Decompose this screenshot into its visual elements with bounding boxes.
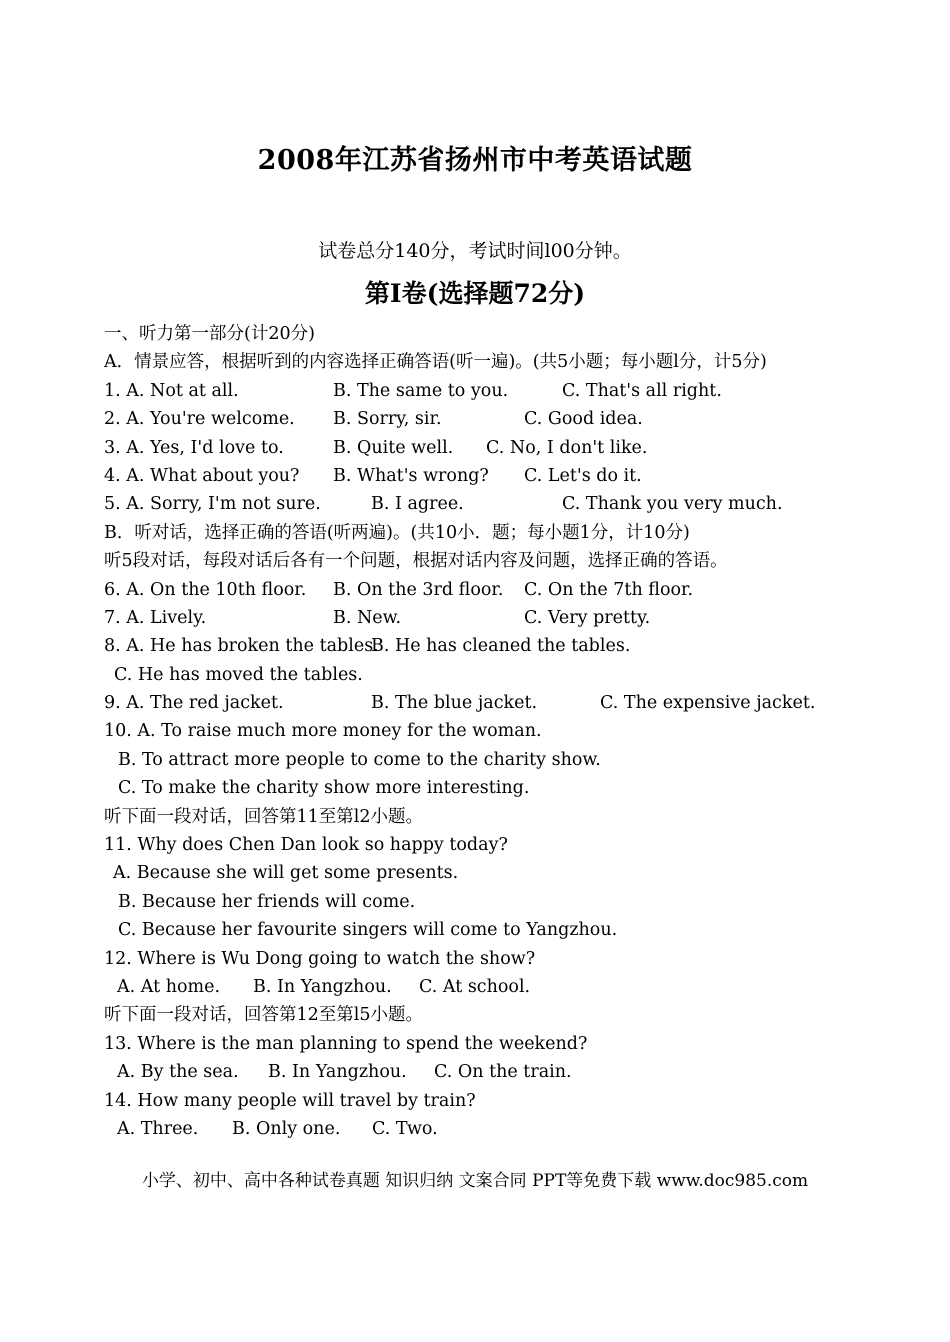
line-segment: C. Very pretty. [524, 607, 651, 628]
question-line [104, 490, 924, 518]
question-line [104, 859, 924, 887]
line-segment: B. Only one. [232, 1118, 341, 1139]
question-line [104, 320, 924, 348]
question-line [104, 377, 924, 405]
line-segment: B. What's wrong? [333, 465, 489, 486]
question-line [104, 717, 924, 745]
question-body [104, 320, 924, 1143]
line-segment: C. The expensive jacket. [600, 693, 816, 714]
line-segment: C. At school. [419, 976, 531, 997]
line-segment: C. Let's do it. [524, 465, 642, 486]
section-title: 第I卷(选择题72分) [364, 279, 586, 308]
question-line [104, 945, 924, 973]
line-segment: B. In Yangzhou. [253, 976, 392, 997]
line-segment: 听下面一段对话，回答第11至第l2小题。 [104, 806, 423, 827]
line-segment: 8. A. He has broken the tables. [104, 636, 379, 657]
line-segment: C. On the train. [434, 1062, 572, 1083]
line-segment: B. To attract more people to come to the charity show. [118, 749, 601, 770]
line-segment: 9. A. The red jacket. [104, 693, 284, 714]
line-segment: C. No, I don't like. [486, 437, 648, 458]
line-segment: B. In Yangzhou. [268, 1062, 407, 1083]
line-segment: 1. A. Not at all. [104, 380, 239, 401]
question-line [104, 774, 924, 802]
question-line [104, 547, 924, 575]
line-segment: A．情景应答，根据听到的内容选择正确答语(听一遍)。(共5小题；每小题l分，计5分) [104, 352, 767, 373]
line-segment: B．听对话，选择正确的答语(听两遍)。(共10小．题；每小题1分，计10分) [104, 522, 690, 543]
line-segment: B. Quite well. [333, 437, 454, 458]
line-segment: C. Thank you very much. [562, 494, 783, 515]
line-segment: A. By the sea. [117, 1062, 239, 1083]
line-segment: C. He has moved the tables. [114, 664, 363, 685]
line-segment: 7. A. Lively. [104, 607, 207, 628]
question-line [104, 803, 924, 831]
line-segment: B. On the 3rd floor. [333, 579, 504, 600]
exam-subtitle: 试卷总分140分，考试时间l00分钟。 [318, 240, 632, 262]
line-segment: 一、听力第一部分(计20分) [104, 324, 315, 344]
line-segment: B. The same to you. [333, 380, 509, 401]
question-line [104, 604, 924, 632]
line-segment: 12. Where is Wu Dong going to watch the show? [104, 948, 536, 969]
line-segment: C. Good idea. [524, 409, 643, 430]
line-segment: B. Sorry, sir. [333, 409, 442, 430]
line-segment: 2. A. You're welcome. [104, 409, 295, 430]
question-line [104, 1115, 924, 1143]
question-line [104, 576, 924, 604]
question-line [104, 689, 924, 717]
question-line [104, 746, 924, 774]
line-segment: C. On the 7th floor. [524, 579, 694, 600]
question-line [104, 1087, 924, 1115]
question-line [104, 661, 924, 689]
question-line [104, 973, 924, 1001]
question-line [104, 348, 924, 376]
question-line [104, 632, 924, 660]
line-segment: B. Because her friends will come. [118, 891, 416, 912]
line-segment: B. New. [333, 607, 402, 628]
line-segment: B. The blue jacket. [371, 693, 538, 714]
exam-title: 2008年江苏省扬州市中考英语试题 [257, 145, 693, 176]
question-line [104, 1058, 924, 1086]
page-footer: 小学、初中、高中各种试卷真题 知识归纳 文案合同 PPT等免费下载 www.doc985.com [141, 1171, 809, 1191]
line-segment: C. Because her favourite singers will come to Yangzhou. [118, 920, 618, 941]
question-line [104, 888, 924, 916]
line-segment: B. He has cleaned the tables. [371, 636, 631, 657]
question-line [104, 434, 924, 462]
question-line [104, 831, 924, 859]
line-segment: 11. Why does Chen Dan look so happy today? [104, 835, 508, 856]
line-segment: C. Two. [372, 1118, 438, 1139]
question-line [104, 519, 924, 547]
line-segment: A. At home. [117, 976, 221, 997]
line-segment: 3. A. Yes, I'd love to. [104, 437, 284, 458]
line-segment: B. I agree. [371, 494, 464, 515]
line-segment: 6. A. On the 10th floor. [104, 579, 307, 600]
question-line [104, 916, 924, 944]
question-line [104, 405, 924, 433]
line-segment: 13. Where is the man planning to spend the weekend? [104, 1033, 588, 1054]
question-line [104, 462, 924, 490]
line-segment: 5. A. Sorry, I'm not sure. [104, 494, 321, 515]
line-segment: 14. How many people will travel by train? [104, 1090, 476, 1111]
line-segment: C. That's all right. [562, 380, 722, 401]
question-line [104, 1001, 924, 1029]
line-segment: 10. A. To raise much more money for the woman. [104, 721, 542, 742]
line-segment: C. To make the charity show more interesting. [118, 778, 530, 799]
line-segment: 4. A. What about you? [104, 465, 300, 486]
question-line [104, 1030, 924, 1058]
line-segment: 听下面一段对话，回答第12至第l5小题。 [104, 1005, 423, 1026]
line-segment: A. Because she will get some presents. [113, 863, 459, 884]
line-segment: A. Three. [117, 1118, 199, 1139]
line-segment: 听5段对话，每段对话后各有一个问题，根据对话内容及问题，选择正确的答语。 [104, 551, 728, 572]
